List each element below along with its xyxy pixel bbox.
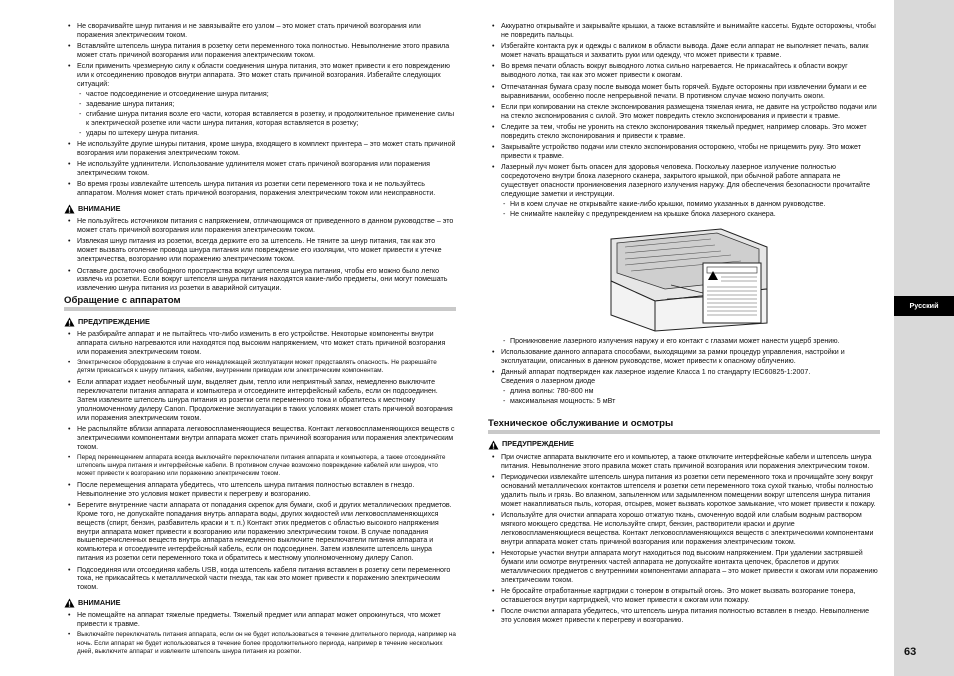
list-item: • Закрывайте устройство подачи или стекло экспонирования осторожно, чтобы не прищемить руку. Это может привести к травме. (488, 143, 880, 161)
list-item: • Данный аппарат подтвержден как лазерное изделие Класса 1 по стандарту IEC60825-1:2007. Сведения о лазерном диоде - длина волны: 780-800 нм - максимальная мощность: 5 мВт (488, 368, 880, 406)
list-item: • Если при копировании на стекле экспонирования размещена тяжелая книга, не давите на устройство подачи или на стекло экспонирования с силой. Это может повредить стекло экспонирования и привести к травме. (488, 103, 880, 121)
laser-diode-heading: Сведения о лазерном диоде (501, 377, 596, 386)
page-number: 63 (904, 646, 917, 658)
sub-list (501, 337, 880, 346)
sub-list (77, 90, 456, 138)
list-item: • Электрическое оборудование в случае его ненадлежащей эксплуатации может представлять опасность. Не разрешайте детям прикасаться к шнуру питания, кабелям, внутренним приводам или электрическим компонентам. (64, 359, 456, 375)
list-item: • Перед перемещением аппарата всегда выключайте переключатели питания аппарата и компьютера, а также отсоединяйте штепсель шнура питания и интерфейсные кабели. В противном случае возможно повреждение кабелей или шнуров, что может привести к возгоранию или поражению электрическим током. (64, 454, 456, 478)
warning-heading: ПРЕДУПРЕЖДЕНИЕ (488, 440, 880, 450)
list-item: • При очистке аппарата выключите его и компьютер, а также отключите интерфейсные кабели и штепсель шнура питания. Невыполнение этого правила может стать причиной возгорания или поражения электрическим током. (488, 453, 880, 471)
caution-heading: ВНИМАНИЕ (64, 598, 456, 608)
section-title-handling: Обращение с аппаратом (64, 297, 456, 311)
list-item: • Не используйте другие шнуры питания, кроме шнура, входящего в комплект принтера – это может стать причиной возгорания или поражения электрическим током. (64, 140, 456, 158)
warning-triangle-icon (64, 598, 75, 608)
list-item: • Не разбирайте аппарат и не пытайтесь что-либо изменить в его устройстве. Некоторые компоненты внутри аппарата сильно нагреваются или находятся под высоким напряжением, что может стать причиной возгорания или поражения электрическим током. (64, 330, 456, 357)
list-item: • Подсоединяя или отсоединяя кабель USB, когда штепсель кабеля питания вставлен в розетку сети переменного тока, не прикасайтесь к металлической части гнезда, так как это может привести к поражению электрическим током. (64, 566, 456, 593)
handling-warning-list (64, 330, 456, 592)
caution-list (64, 217, 456, 293)
sub-list-item: - Не снимайте наклейку с предупреждением на крышке блока лазерного сканера. (501, 210, 880, 219)
page-sidebar (894, 0, 954, 676)
list-item: • Отпечатанная бумага сразу после вывода может быть горячей. Будьте осторожны при извлечении бумаги и ее выравнивании, особенно после непрерывной печати. В противном случае можно получить ожоги. (488, 83, 880, 101)
list-item: • Не бросайте отработанные картриджи с тонером в открытый огонь. Это может вызвать возгорание тонера, оставшегося внутри картриджей, что может привести к ожогам или пожару. (488, 587, 880, 605)
list-item: • После очистки аппарата убедитесь, что штепсель шнура питания полностью вставлен в гнездо. Невыполнение это условия может привести к перегреву и возгоранию. (488, 607, 880, 625)
sub-list-item: - частое подсоединение и отсоединение шнура питания; (77, 90, 456, 99)
list-item: • Извлекая шнур питания из розетки, всегда держите его за штепсель. Не тяните за шнур питания, так как это может вызвать оголение провода шнура питания или повреждение его изоляции, что может привести к утечке электричества, возгоранию или поражению электрическим током. (64, 237, 456, 264)
right-column (488, 22, 880, 628)
list-item: • Вставляйте штепсель шнура питания в розетку сети переменного тока полностью. Невыполнение этого правила может стать причиной возгорания или поражения электрическим током. (64, 42, 456, 60)
sub-list (501, 200, 880, 219)
list-item: • Выключайте переключатель питания аппарата, если он не будет использоваться в течение длительного периода, например на ночь. Если аппарат не будет использоваться в течение более продолжительного периода, например в течение нескольких дней, выключите аппарат и извлеките штепсель шнура питания из розетки. (64, 631, 456, 655)
warning-triangle-icon (488, 440, 499, 450)
list-item: • Не используйте удлинители. Использование удлинителя может стать причиной возгорания или поражения электрическим током. (64, 160, 456, 178)
maintenance-warning-list (488, 453, 880, 625)
list-item: • Во время печати область вокруг выводного лотка сильно нагревается. Не прикасайтесь к области вокруг выводного лотка, так как это может привести к ожогам. (488, 62, 880, 80)
list-item: • Периодически извлекайте штепсель шнура питания из розетки сети переменного тока и прочищайте зону вокруг оснований металлических контактов штепселя и розетки сети переменного тока сухой тканью, чтобы полностью удалить пыль и грязь. Во влажном, запыленном или задымленном помещении вокруг штепселя шнура питания может накапливаться пыль, которая, отсырев, может вызвать короткое замыкание, что может привести к пожару. (488, 473, 880, 509)
sub-list-item: - Проникновение лазерного излучения наружу и его контакт с глазами может нанести ущерб зрению. (501, 337, 880, 346)
list-item: • Если применить чрезмерную силу к области соединения шнура питания, это может привести к его повреждению или к отсоединению проводов внутри аппарата. Это может стать причиной возгорания. Избегайте следующих ситуаций: - частое подсоединение и отсоединение шнура питания; - задевание шнура питания; - сгибание шнура питания возле его части, которая вставляется в розетку, и продолжительное применение силы к электрической розетке или части шнура питания, которая вставляется в розетку; - удары по штекеру шнура питания. (64, 62, 456, 137)
list-item: • Оставьте достаточно свободного пространства вокруг штепселя шнура питания, чтобы его можно было легко извлечь из розетки. Если вокруг штепселя шнура питания находятся какие-либо предметы, они могут помешать извлечению шнура питания из розетки в аварийной ситуации. (64, 267, 456, 294)
list-item: • Не распыляйте вблизи аппарата легковоспламеняющиеся вещества. Контакт легковоспламеняющихся веществ с электрическими компонентами внутри аппарата может стать причиной возгорания или поражения электрическим током. (64, 425, 456, 452)
list-item: • Избегайте контакта рук и одежды с валиком в области вывода. Даже если аппарат не выполняет печать, валик может начать вращаться и захватить руки или одежду, что может привести к травме. (488, 42, 880, 60)
sub-list-item: - сгибание шнура питания возле его части, которая вставляется в розетку, и продолжительное применение силы к электрической розетке или части шнура питания, которая вставляется в розетку; (77, 110, 456, 128)
sub-list-item: - удары по штекеру шнура питания. (77, 129, 456, 138)
list-item: • Аккуратно открывайте и закрывайте крышки, а также вставляйте и вынимайте кассеты. Будьте осторожны, чтобы не повредить пальцы. (488, 22, 880, 40)
list-item: • После перемещения аппарата убедитесь, что штепсель шнура питания полностью вставлен в гнездо. Невыполнение это условия может привести к перегреву и возгоранию. (64, 481, 456, 499)
power-cord-list (64, 22, 456, 198)
list-item: • Некоторые участки внутри аппарата могут находиться под высоким напряжением. При удалении застрявшей бумаги или осмотре внутренних частей аппарата не допускайте контакта цепочек, браслетов и других металлических предметов с внутренними компонентами аппарата – это может привести к ожогам или поражению электрическим током. (488, 549, 880, 585)
list-item: • Берегите внутренние части аппарата от попадания скрепок для бумаги, скоб и других металлических предметов. Кроме того, не допускайте попадания внутрь аппарата воды, других жидкостей или легковоспламеняющихся веществ (спирт, бензин, разбавитель краски и т. п.) Контакт этих предметов с областью высокого напряжения внутри аппарата может привести к возгоранию или поражению электрическим током. В случае попадания вышеперечисленных веществ внутрь аппарата немедленно выключите переключатели питания аппарата и компьютера и отсоедините интерфейсный кабель, если он подсоединен. Затем извлеките штепсель шнура питания из розетки сети переменного тока и обратитесь к местному уполномоченному дилеру Canon. (64, 501, 456, 563)
section-title-maintenance: Техническое обслуживание и осмотры (488, 420, 880, 434)
language-tab: Русский (894, 296, 954, 316)
caution-heading: ВНИМАНИЕ (64, 204, 456, 214)
list-item: • Использование данного аппарата способами, выходящими за рамки процедур управления, настройки и эксплуатации, описанных в данном руководстве, может привести к опасному облучению. (488, 348, 880, 366)
warning-triangle-icon (64, 204, 75, 214)
warning-triangle-icon (64, 317, 75, 327)
sub-list (501, 387, 880, 406)
list-item: • Используйте для очистки аппарата хорошо отжатую ткань, смоченную водой или слабым водным раствором мягкого моющего средства. Не используйте спирт, бензин, растворители краски и другие легковоспламеняющиеся вещества. Контакт легковоспламеняющихся веществ с электрическими компонентами внутри аппарата может стать причиной возгорания или поражения электрическим током. (488, 511, 880, 547)
list-item: • Следите за тем, чтобы не уронить на стекло экспонирования тяжелый предмет, например словарь. Это может повредить стекло экспонирования и привести к травме. (488, 123, 880, 141)
caution-list-2 (64, 611, 456, 655)
warning-heading: ПРЕДУПРЕЖДЕНИЕ (64, 317, 456, 327)
sub-list-item: - Ни в коем случае не открывайте какие-либо крышки, помимо указанных в данном руководстве. (501, 200, 880, 209)
sub-list-item: - максимальная мощность: 5 мВт (501, 397, 880, 406)
printer-laser-label-illustration (501, 225, 880, 333)
list-item: • Если аппарат издает необычный шум, выделяет дым, тепло или неприятный запах, немедленно выключите переключатели питания аппарата и компьютера и отсоедините интерфейсный кабель, если он подсоединен. Затем извлеките штепсель шнура питания из розетки сети переменного тока и обратитесь к местному уполномоченному дилеру Canon. Продолжение эксплуатации в таких условиях может стать причиной возгорания или поражения электрическим током. (64, 378, 456, 423)
list-item: • Во время грозы извлекайте штепсель шнура питания из розетки сети переменного тока и не пользуйтесь аппаратом. Молния может стать причиной возгорания, поражения электрическим током или неисправности. (64, 180, 456, 198)
safety-list (488, 22, 880, 406)
list-item: • Не помещайте на аппарат тяжелые предметы. Тяжелый предмет или аппарат может опрокинуться, что может привести к травме. (64, 611, 456, 629)
list-item: • Не пользуйтесь источником питания с напряжением, отличающимся от приведенного в данном руководстве – это может стать причиной возгорания или поражения электрическим током. (64, 217, 456, 235)
left-column (64, 22, 456, 658)
sub-list-item: - задевание шнура питания; (77, 100, 456, 109)
printer-illustration (591, 225, 781, 333)
list-item: • Лазерный луч может быть опасен для здоровья человека. Поскольку лазерное излучение полностью сосредоточено внутри блока лазерного сканера, закрытого крышкой, при обычной работе аппарата не существует опасности проникновения лазерного излучения наружу. Для обеспечения безопасности прочитайте следующие заметки и инструкции. - Ни в коем случае не открывайте какие-либо крышки, помимо указанных в данном руководстве. - Не снимайте наклейку с предупреждением на крышке блока лазерного сканера. - Проникновение лазерного излучения наружу и его контакт с глазами может нанести ущерб зрению. (488, 163, 880, 345)
sub-list-item: - длина волны: 780-800 нм (501, 387, 880, 396)
list-item: • Не сворачивайте шнур питания и не завязывайте его узлом – это может стать причиной возгорания или поражения электрическим током. (64, 22, 456, 40)
